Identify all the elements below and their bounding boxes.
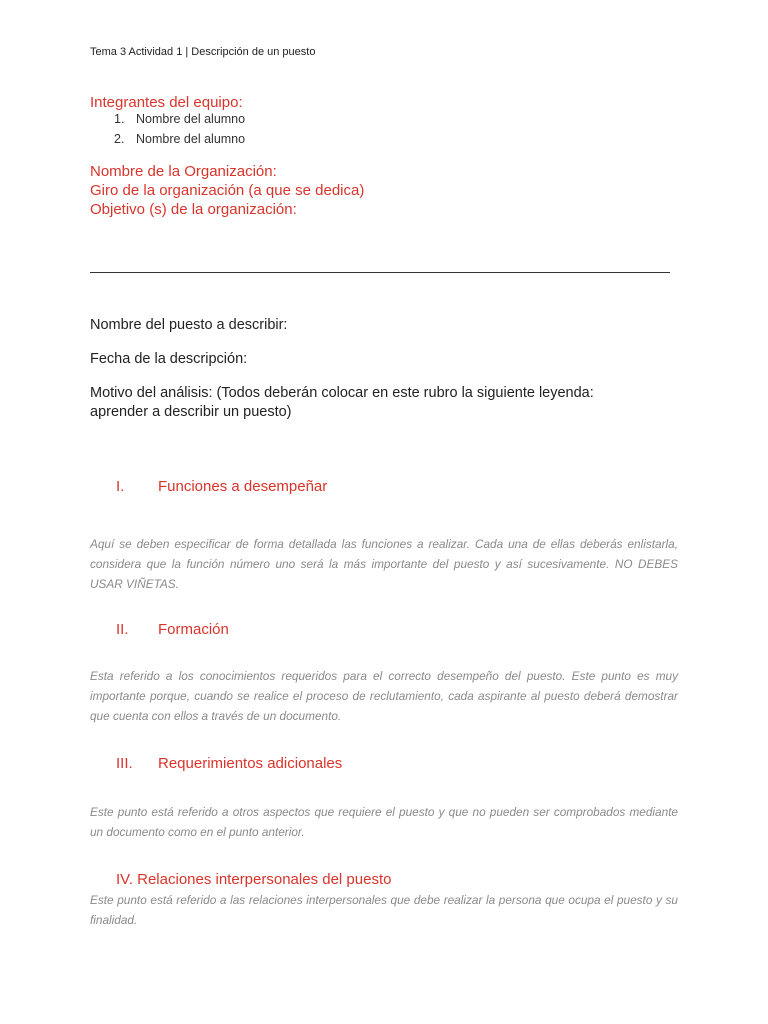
list-number: 1. — [114, 112, 125, 126]
section-heading — [116, 478, 327, 495]
organization-name-label: Nombre de la Organización: — [90, 163, 277, 180]
section-numeral: II. — [116, 621, 129, 638]
list-number: 2. — [114, 132, 125, 146]
section-heading — [116, 621, 229, 638]
analysis-reason-line-2: aprender a describir un puesto) — [90, 404, 292, 420]
section-description: Aquí se deben especificar de forma detallada las funciones a realizar. Cada una de ellas deberás enlistarla, considera que la función número uno será la más importante del puesto y así sucesivamente. NO DEBES USAR VIÑETAS. — [90, 537, 678, 591]
organization-objective-label: Objetivo (s) de la organización: — [90, 201, 297, 218]
section-numeral: III. — [116, 755, 133, 772]
divider-line — [90, 272, 670, 273]
job-name-label: Nombre del puesto a describir: — [90, 317, 288, 333]
organization-business-label: Giro de la organización (a que se dedica) — [90, 182, 365, 199]
analysis-reason-line-1: Motivo del análisis: (Todos deberán colocar en este rubro la siguiente leyenda: — [90, 385, 594, 401]
section-description: Este punto está referido a las relaciones interpersonales que debe realizar la persona que ocupa el puesto y su finalidad. — [90, 893, 678, 927]
section-heading — [116, 871, 391, 888]
section-description: Este punto está referido a otros aspectos que requiere el puesto y que no pueden ser comprobados mediante un documento como en el punto anterior. — [90, 805, 678, 839]
member-name: Nombre del alumno — [136, 132, 246, 146]
list-item — [114, 132, 245, 146]
section-title: Formación — [158, 621, 229, 638]
list-item — [114, 112, 245, 126]
section-heading — [116, 755, 342, 772]
description-date-label: Fecha de la descripción: — [90, 351, 248, 367]
section-description: Esta referido a los conocimientos requeridos para el correcto desempeño del puesto. Este punto es muy importante porque, cuando se realice el proceso de reclutamiento, cada aspirante al puesto deberá demostrar que cuenta con ellos a través de un documento. — [90, 669, 678, 723]
member-name: Nombre del alumno — [136, 112, 246, 126]
team-label: Integrantes del equipo: — [90, 94, 243, 111]
section-title: Funciones a desempeñar — [158, 478, 328, 495]
section-numeral: I. — [116, 478, 125, 495]
section-title: Requerimientos adicionales — [158, 755, 343, 772]
page-header: Tema 3 Actividad 1 | Descripción de un puesto — [90, 46, 316, 58]
section-title: IV. Relaciones interpersonales del puesto — [116, 871, 392, 888]
